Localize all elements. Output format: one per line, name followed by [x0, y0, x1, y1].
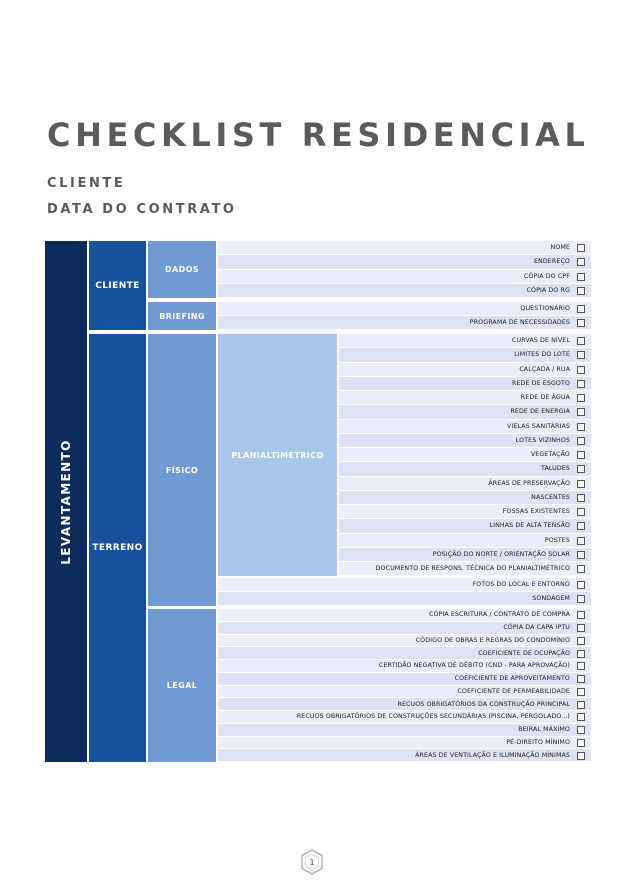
fisico-column	[148, 334, 216, 606]
checklist-item-label: QUESTIONÁRIO	[520, 305, 570, 312]
checkbox[interactable]	[577, 366, 585, 374]
checklist-row	[218, 241, 591, 254]
checklist-item-label: BEIRAL MÁXIMO	[518, 726, 570, 734]
checklist-item-label: REDE DE ESGOTO	[511, 379, 570, 387]
checklist-row	[339, 391, 591, 404]
checklist-row	[218, 270, 591, 283]
fisico-label: FÍSICO	[165, 465, 199, 475]
checklist-item-label: VEGETAÇÃO	[530, 451, 570, 459]
checklist-item-label: COEFICIENTE DE APROVEITAMENTO	[454, 675, 570, 683]
checkbox[interactable]	[577, 244, 585, 252]
checkbox[interactable]	[577, 701, 585, 709]
checklist-item-label: CÓPIA ESCRITURA / CONTRATO DE COMPRA	[428, 611, 570, 619]
briefing-label: BRIEFING	[159, 311, 205, 321]
checklist-item-label: NASCENTES	[531, 493, 570, 501]
checkbox[interactable]	[577, 611, 585, 619]
checklist-row	[339, 363, 591, 376]
checkbox[interactable]	[577, 662, 585, 670]
checklist-row	[218, 255, 591, 268]
checklist-item-label: PÉ-DIREITO MÍNIMO	[506, 738, 570, 746]
checklist-item-label: POSIÇÃO DO NORTE / ORIENTAÇÃO SOLAR	[432, 550, 570, 558]
checkbox[interactable]	[577, 752, 585, 760]
checklist-item-label: POSTES	[544, 536, 570, 544]
checklist-row	[218, 592, 591, 605]
checklist-row	[218, 660, 591, 672]
checklist-item-label: COEFICIENTE DE OCUPAÇÃO	[478, 649, 570, 657]
checkbox[interactable]	[577, 337, 585, 345]
levantamento-label: LEVANTAMENTO	[59, 438, 73, 565]
checkbox[interactable]	[577, 437, 585, 445]
checklist-row	[339, 548, 591, 561]
checklist-item-label: ÁREAS DE VENTILAÇÃO E ILUMINAÇÃO MÍNIMAS	[415, 751, 570, 759]
checkbox[interactable]	[577, 624, 585, 632]
checklist-item-label: NOME	[550, 244, 570, 252]
dados-column	[148, 241, 216, 298]
checklist-row	[339, 420, 591, 433]
checkbox[interactable]	[577, 287, 585, 295]
checkbox[interactable]	[577, 465, 585, 473]
checklist-item-label: FOSSAS EXISTENTES	[502, 508, 570, 516]
terreno-column	[89, 334, 146, 762]
logo-icon	[300, 849, 324, 875]
checkbox[interactable]	[577, 494, 585, 502]
checklist-item-label: LINHAS DE ALTA TENSÃO	[489, 522, 570, 530]
checklist-row	[218, 711, 591, 723]
briefing-column	[148, 302, 216, 330]
checklist-item-label: RECUOS OBRIGATÓRIOS DE CONSTRUÇÕES SECUNDÁRIAS (PISCINA, PERGOLADO...)	[296, 713, 570, 721]
checklist-row	[218, 302, 591, 315]
checklist-item-label: CÓDIGO DE OBRAS E REGRAS DO CONDOMÍNIO	[415, 636, 570, 644]
checklist-row	[218, 698, 591, 710]
checklist-item-label: REDE DE ÁGUA	[520, 394, 570, 402]
checklist-row	[218, 622, 591, 634]
checklist-row	[218, 647, 591, 659]
levantamento-column	[45, 241, 87, 762]
checklist-row	[339, 505, 591, 518]
checkbox[interactable]	[577, 258, 585, 266]
planialtimetrico-label: PLANIALTIMÉTRICO	[231, 450, 324, 460]
checklist-item-label: REDE DE ENERGIA	[510, 408, 570, 416]
cliente-label: CLIENTE	[95, 280, 140, 291]
checklist-item-label: LIMITES DO LOTE	[514, 351, 570, 359]
checklist-row	[339, 348, 591, 361]
checklist-item-label: CÓPIA DO CPF	[523, 272, 570, 280]
checklist-row	[339, 477, 591, 490]
checkbox[interactable]	[577, 637, 585, 645]
checkbox[interactable]	[577, 273, 585, 281]
checklist-row	[339, 534, 591, 547]
checkbox[interactable]	[577, 551, 585, 559]
checklist-row	[218, 578, 591, 591]
terreno-label: TERRENO	[92, 543, 143, 553]
checkbox[interactable]	[577, 581, 585, 589]
checkbox[interactable]	[577, 423, 585, 431]
checklist-row	[218, 284, 591, 297]
checkbox[interactable]	[577, 650, 585, 658]
checkbox[interactable]	[577, 713, 585, 721]
checkbox[interactable]	[577, 351, 585, 359]
planialtimetrico-column	[218, 334, 337, 576]
checklist-item-label: VIELAS SANITÁRIAS	[507, 422, 570, 430]
checkbox[interactable]	[577, 522, 585, 530]
checklist-item-label: ENDEREÇO	[533, 258, 570, 266]
checklist-row	[339, 448, 591, 461]
checkbox[interactable]	[577, 508, 585, 516]
checkbox[interactable]	[577, 451, 585, 459]
checklist-row	[218, 724, 591, 736]
checkbox[interactable]	[577, 726, 585, 734]
checklist-row	[218, 737, 591, 749]
checkbox[interactable]	[577, 595, 585, 603]
legal-label: LEGAL	[166, 681, 198, 690]
checklist-row	[339, 462, 591, 475]
checkbox[interactable]	[577, 408, 585, 416]
page-number: 1	[309, 858, 315, 867]
checklist-item-label: CÓPIA DO RG	[526, 286, 570, 294]
checkbox[interactable]	[577, 675, 585, 683]
checklist-row	[339, 562, 591, 575]
checkbox[interactable]	[577, 565, 585, 573]
checklist-item-label: COEFICIENTE DE PERMEABILIDADE	[457, 687, 570, 695]
checklist-row	[218, 635, 591, 647]
checklist-row	[339, 434, 591, 447]
legal-column	[148, 609, 216, 762]
checklist-item-label: LOTES VIZINHOS	[515, 436, 570, 444]
checklist-row	[339, 491, 591, 504]
checklist-row	[218, 686, 591, 698]
checklist-item-label: CERTIDÃO NEGATIVA DE DÉBITO (CND - PARA APROVAÇÃO)	[378, 662, 570, 670]
page-title: CHECKLIST RESIDENCIAL	[47, 116, 590, 154]
client-label: CLIENTE	[47, 176, 126, 191]
checklist-item-label: TALUDES	[541, 465, 570, 473]
checklist-item-label: DOCUMENTO DE RESPONS. TÉCNICA DO PLANIALTIMÉTRICO	[375, 565, 570, 573]
checklist-row	[339, 405, 591, 418]
checklist-item-label: RECUOS OBRIGATÓRIOS DA CONSTRUÇÃO PRINCIPAL	[397, 700, 570, 708]
checklist-row	[339, 377, 591, 390]
checkbox[interactable]	[577, 480, 585, 488]
checklist-item-label: FOTOS DO LOCAL E ENTORNO	[472, 581, 570, 588]
checkbox[interactable]	[577, 305, 585, 313]
checklist-row	[218, 609, 591, 621]
checklist-row	[339, 334, 591, 347]
checkbox[interactable]	[577, 688, 585, 696]
contract-date-label: DATA DO CONTRATO	[47, 202, 237, 217]
checklist-row	[218, 749, 591, 761]
dados-label: DADOS	[164, 265, 200, 274]
checklist-row	[218, 316, 591, 329]
checkbox[interactable]	[577, 380, 585, 388]
checklist-item-label: PROGRAMA DE NECESSIDADES	[469, 319, 570, 326]
checklist-row	[218, 673, 591, 685]
cliente-column	[89, 241, 146, 330]
checklist-item-label: CALÇADA / RUA	[519, 365, 570, 373]
checkbox[interactable]	[577, 319, 585, 327]
checkbox[interactable]	[577, 394, 585, 402]
checklist-item-label: CURVAS DE NÍVEL	[512, 337, 570, 345]
checkbox[interactable]	[577, 537, 585, 545]
checkbox[interactable]	[577, 739, 585, 747]
checklist-item-label: ÁREAS DE PRESERVAÇÃO	[488, 479, 570, 487]
checklist-item-label: CÓPIA DA CAPA IPTU	[503, 624, 570, 632]
checklist-row	[339, 519, 591, 532]
checklist-item-label: SONDAGEM	[532, 595, 570, 602]
